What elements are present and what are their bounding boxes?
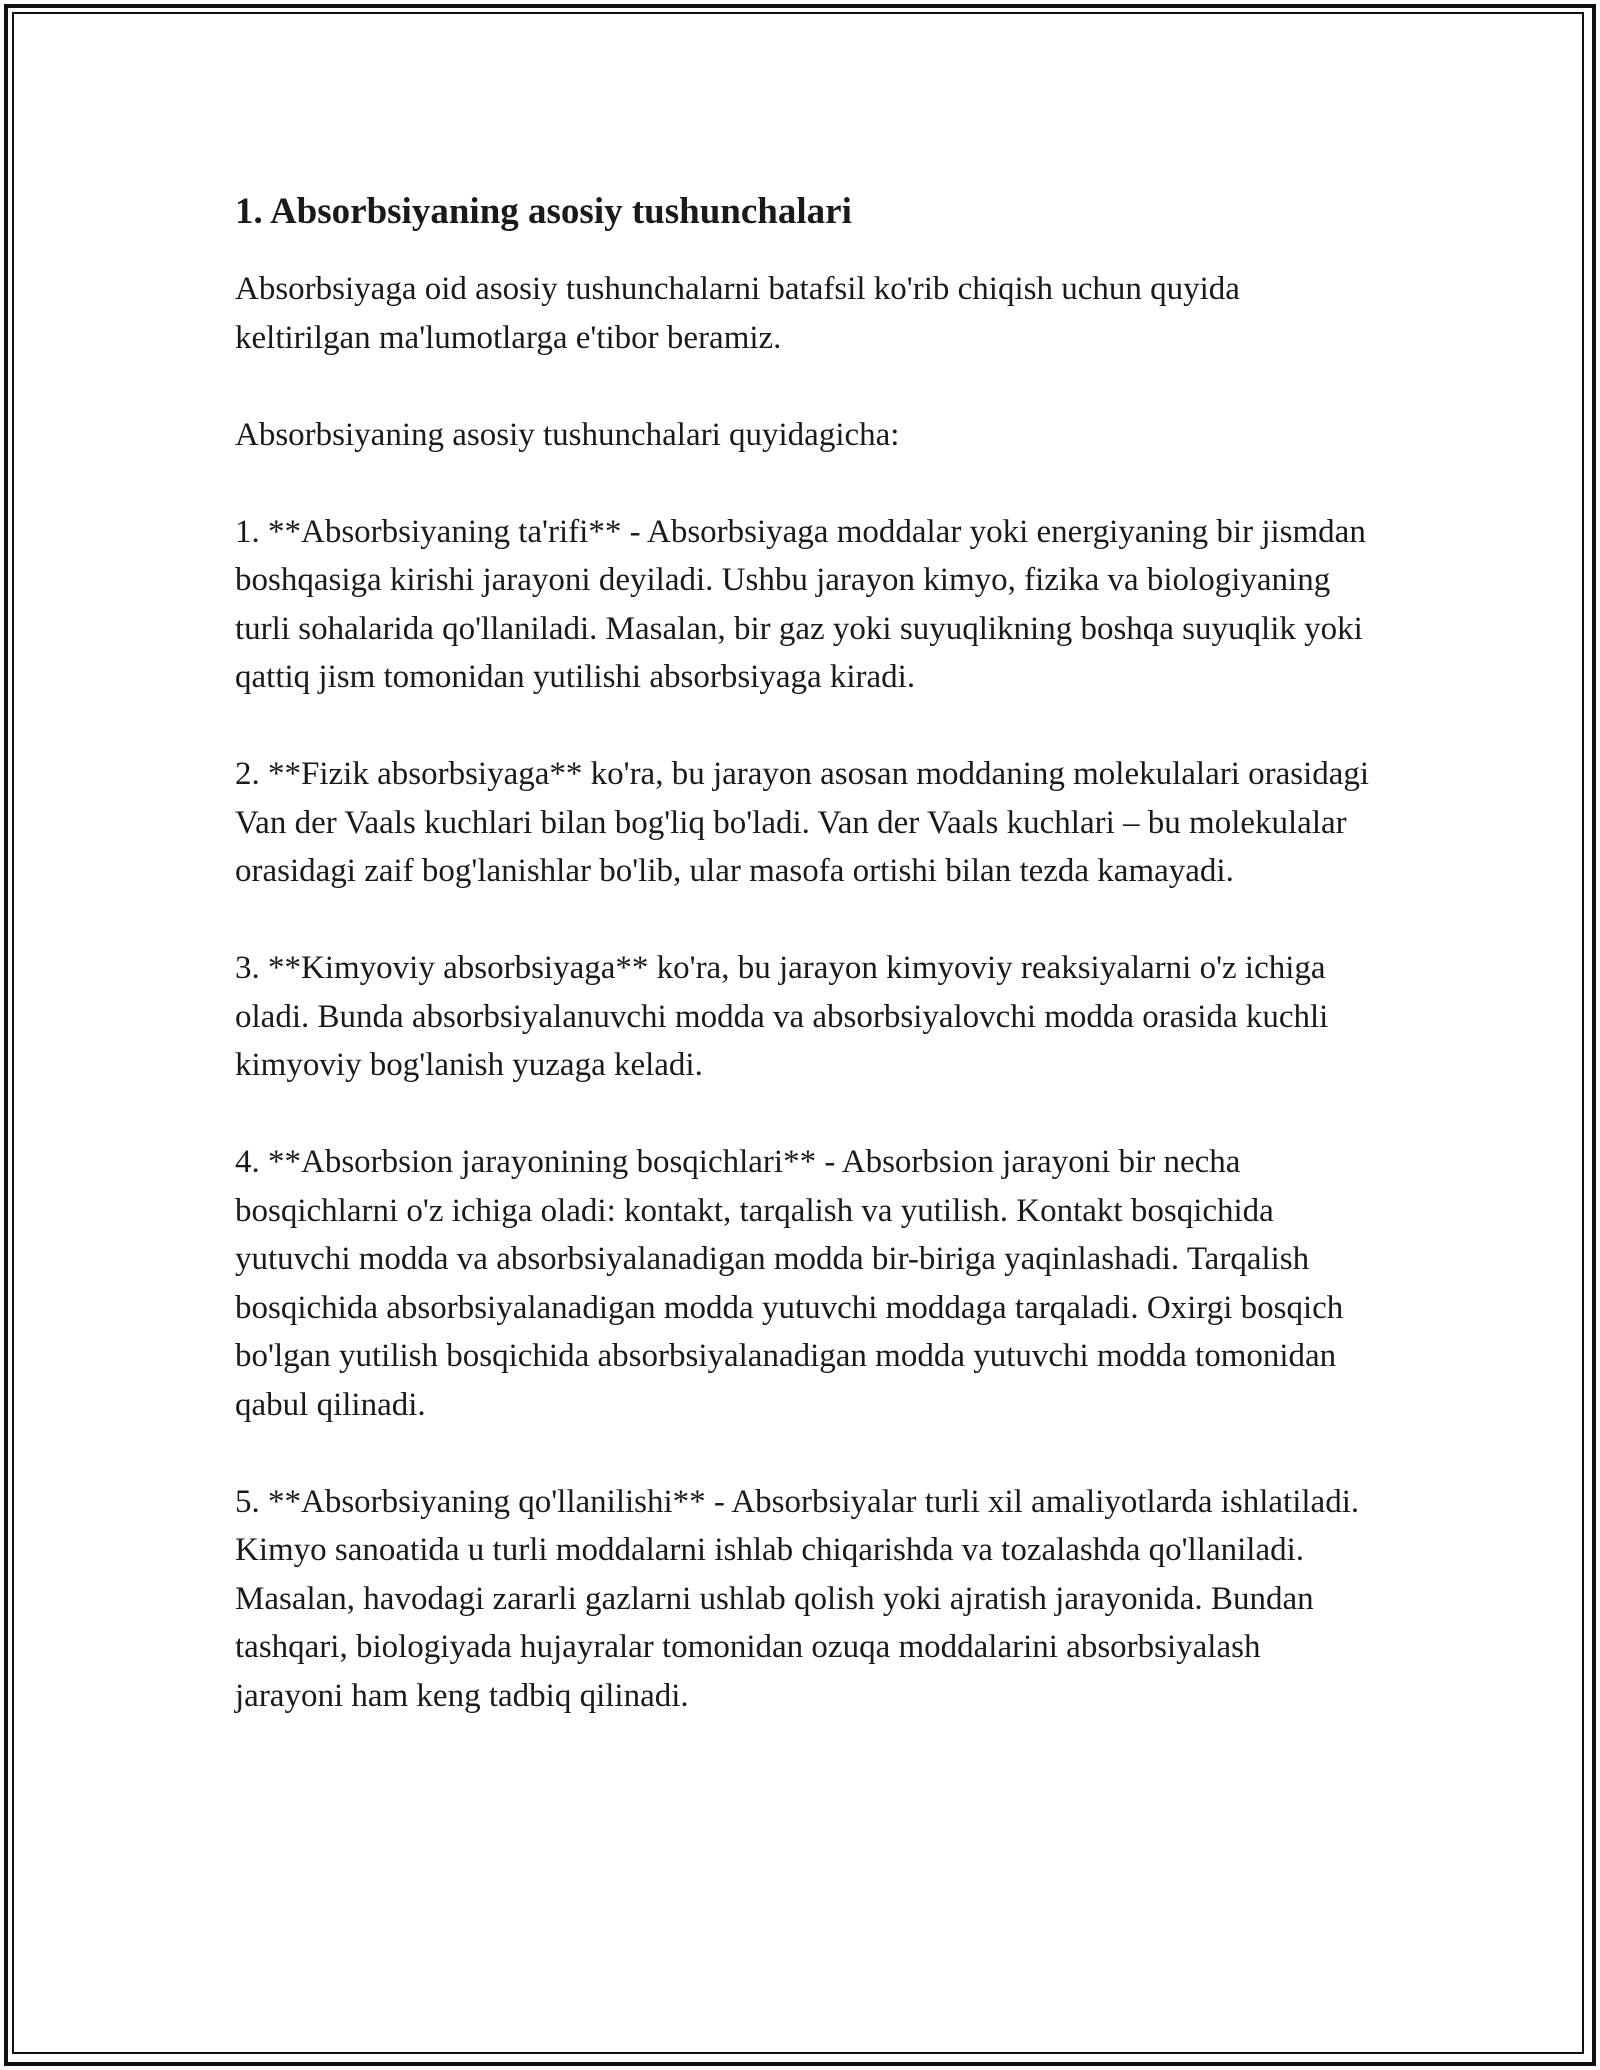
section-heading: 1. Absorbsiyaning asosiy tushunchalari	[235, 191, 852, 232]
item-2-paragraph: 2. **Fizik absorbsiyaga** ko'ra, bu jarayon asosan moddaning molekulalari orasidagi Van der Vaals kuchlari bilan bog'liq bo'ladi. Van der Vaals kuchlari – bu molekulalar orasidagi zaif bog'lanishlar bo'lib, ular masofa ortishi bilan tezda kamayadi.	[235, 756, 1370, 889]
item-1-paragraph: 1. **Absorbsiyaning ta'rifi** - Absorbsiyaga moddalar yoki energiyaning bir jismdan boshqasiga kirishi jarayoni deyiladi. Ushbu jarayon kimyo, fizika va biologiyaning turli sohalarida qo'llaniladi. Masalan, bir gaz yoki suyuqlikning boshqa suyuqlik yoki qattiq jism tomonidan yutilishi absorbsiyaga kiradi.	[235, 513, 1366, 695]
item-3-paragraph: 3. **Kimyoviy absorbsiyaga** ko'ra, bu jarayon kimyoviy reaksiyalarni o'z ichiga oladi. Bunda absorbsiyalanuvchi modda va absorbsiyalovchi modda orasida kuchli kimyoviy bog'lanish yuzaga keladi.	[235, 950, 1329, 1083]
item-4-paragraph: 4. **Absorbsion jarayonining bosqichlari** - Absorbsion jarayoni bir necha bosqichlarni o'z ichiga oladi: kontakt, tarqalish va yutilish. Kontakt bosqichida yutuvchi modda va absorbsiyalanadigan modda bir-biriga yaqinlashadi. Tarqalish bosqichida absorbsiyalanadigan modda yutuvchi moddaga tarqaladi. Oxirgi bosqich bo'lgan yutilish bosqichida absorbsiyalanadigan modda yutuvchi modda tomonidan qabul qilinadi.	[235, 1144, 1344, 1423]
intro-paragraph: Absorbsiyaga oid asosiy tushunchalarni batafsil ko'rib chiqish uchun quyida keltirilgan ma'lumotlarga e'tibor beramiz.	[235, 271, 1240, 356]
item-5-paragraph: 5. **Absorbsiyaning qo'llanilishi** - Absorbsiyalar turli xil amaliyotlarda ishlatiladi. Kimyo sanoatida u turli moddalarni ishlab chiqarishda va tozalashda qo'llaniladi. Masalan, havodagi zararli gazlarni ushlab qolish yoki ajratish jarayonida. Bundan tashqari, biologiyada hujayralar tomonidan ozuqa moddalarini absorbsiyalash jarayoni ham keng tadbiq qilinadi.	[235, 1483, 1360, 1714]
list-intro-paragraph: Absorbsiyaning asosiy tushunchalari quyidagicha:	[235, 416, 900, 453]
document-body	[235, 188, 1375, 1769]
